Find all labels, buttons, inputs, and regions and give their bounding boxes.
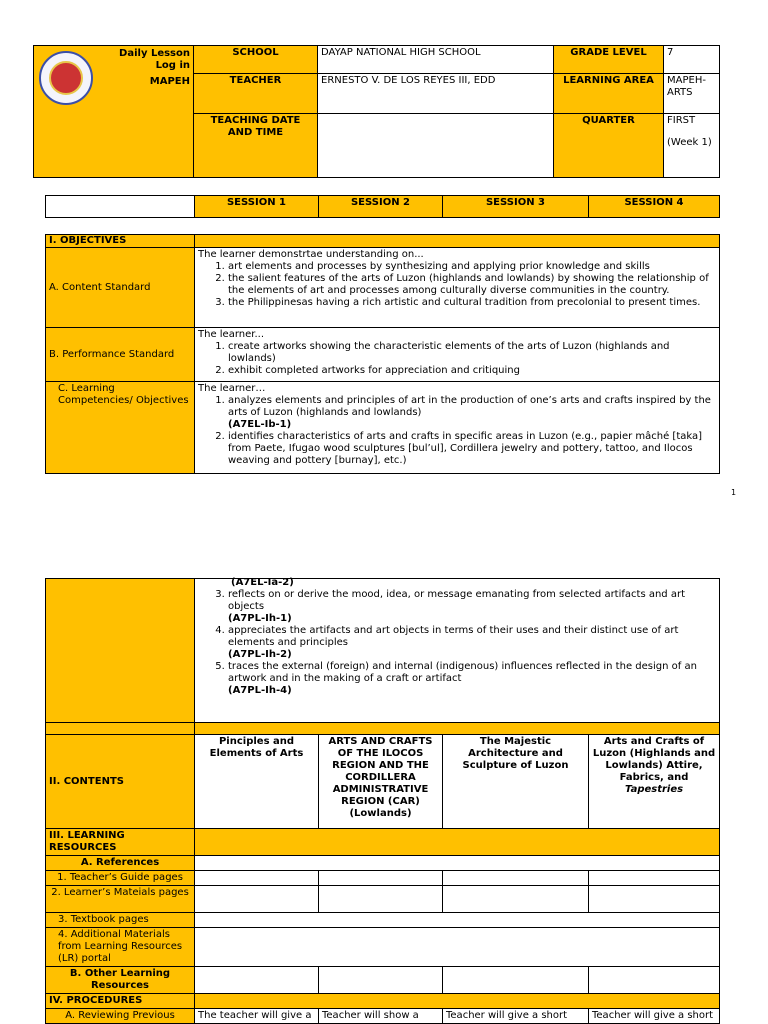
review-label: A. Reviewing Previous bbox=[46, 1009, 195, 1024]
area-value: MAPEH-ARTS bbox=[664, 74, 720, 114]
review-s2: Teacher will show a bbox=[319, 1009, 443, 1024]
competency-value bbox=[195, 382, 720, 474]
contents-strip-left bbox=[46, 723, 195, 735]
competency-cont-value bbox=[195, 579, 720, 723]
tg-s4 bbox=[589, 871, 720, 886]
content-item-1: 1. art elements and processes by synthesizing and applying prior knowledge and skills bbox=[228, 261, 716, 273]
deped-seal-icon bbox=[39, 51, 93, 105]
competency-item-5-text: traces the external (foreign) and internal (indigenous) influences reflected in the design of an artwork and in the making of a craft or artifact bbox=[228, 661, 697, 684]
school-value: DAYAP NATIONAL HIGH SCHOOL bbox=[318, 46, 554, 74]
review-s1: The teacher will give a bbox=[195, 1009, 319, 1024]
quarter-label: QUARTER bbox=[554, 114, 664, 178]
content-standard-value bbox=[195, 248, 720, 328]
content-standard-label: A. Content Standard bbox=[46, 248, 195, 328]
competency-code-3: (A7PL-Ih-1) bbox=[228, 613, 292, 624]
competency-item-1 bbox=[228, 395, 716, 431]
session-1-header: SESSION 1 bbox=[195, 196, 319, 218]
session-2-header: SESSION 2 bbox=[319, 196, 443, 218]
contents-session-4-main: Arts and Crafts of Luzon (Highlands and Lowlands) Attire, Fabrics, and bbox=[592, 736, 716, 783]
review-s3: Teacher will give a short bbox=[443, 1009, 589, 1024]
competency-item-4 bbox=[228, 625, 716, 661]
teacher-value: ERNESTO V. DE LOS REYES III, EDD bbox=[318, 74, 554, 114]
objectives-heading-fill bbox=[195, 235, 720, 248]
sessions-table bbox=[45, 195, 720, 218]
other-resources-label: B. Other Learning Resources bbox=[46, 967, 195, 994]
competency-item-5 bbox=[228, 661, 716, 697]
content-item-3: 3. the Philippinesas having a rich artistic and cultural tradition from precolonial to present times. bbox=[228, 297, 716, 309]
quarter-value-line1: FIRST bbox=[667, 115, 696, 126]
am-value bbox=[195, 928, 720, 967]
competency-code-1: (A7EL-Ib-1) bbox=[228, 419, 292, 430]
quarter-value bbox=[664, 114, 720, 178]
date-value bbox=[318, 114, 554, 178]
other-s2 bbox=[319, 967, 443, 994]
area-label: LEARNING AREA bbox=[554, 74, 664, 114]
lm-s1 bbox=[195, 886, 319, 913]
other-s1 bbox=[195, 967, 319, 994]
tg-s2 bbox=[319, 871, 443, 886]
competency-item-2: 2. identifies characteristics of arts and crafts in specific areas in Luzon (e.g., papier mâché [taka] from Paete, Ifugao wood sculptures [bul’ul], Cordillera jewelry and pottery, tattoo, and Ilocos weaving and pottery [burnay], etc.) bbox=[228, 431, 716, 467]
subject-title: MAPEH bbox=[149, 76, 190, 87]
teacher-label: TEACHER bbox=[194, 74, 318, 114]
competency-code-5: (A7PL-Ih-4) bbox=[228, 685, 292, 696]
competency-item-4-text: appreciates the artifacts and art objects in terms of their uses and their distinct use of art elements and principles bbox=[228, 625, 679, 648]
performance-standard-value bbox=[195, 328, 720, 382]
references-value bbox=[195, 856, 720, 871]
contents-heading: II. CONTENTS bbox=[46, 735, 195, 829]
session-3-header: SESSION 3 bbox=[443, 196, 589, 218]
competency-item-3 bbox=[228, 589, 716, 625]
contents-session-1: Pinciples and Elements of Arts bbox=[195, 735, 319, 829]
tg-s3 bbox=[443, 871, 589, 886]
am-label: 4. Additional Materials from Learning Resources (LR) portal bbox=[46, 928, 195, 967]
tg-s1 bbox=[195, 871, 319, 886]
objectives-heading: I. OBJECTIVES bbox=[46, 235, 195, 248]
title-line1: Daily Lesson bbox=[119, 48, 190, 59]
contents-session-4-italic: Tapestries bbox=[624, 784, 684, 795]
session-4-header: SESSION 4 bbox=[589, 196, 720, 218]
competency-code-2: (A7EL-Ia-2) bbox=[231, 577, 294, 588]
procedures-heading: IV. PROCEDURES bbox=[46, 994, 195, 1009]
quarter-value-line2: (Week 1) bbox=[667, 137, 712, 148]
competency-code-4: (A7PL-Ih-2) bbox=[228, 649, 292, 660]
tb-label: 3. Textbook pages bbox=[46, 913, 195, 928]
contents-session-4 bbox=[589, 735, 720, 829]
tg-label: 1. Teacher’s Guide pages bbox=[46, 871, 195, 886]
lm-s4 bbox=[589, 886, 720, 913]
other-s4 bbox=[589, 967, 720, 994]
contents-strip-right bbox=[195, 723, 720, 735]
references-label: A. References bbox=[46, 856, 195, 871]
logo-cell bbox=[34, 46, 194, 178]
competency-item-3-text: reflects on or derive the mood, idea, or message emanating from selected artifacts and art objects bbox=[228, 589, 685, 612]
competency-intro: The learner… bbox=[198, 383, 266, 394]
content-item-2: 2. the salient features of the arts of Luzon (highlands and lowlands) by showing the relationship of the elements of art and processes among culturally diverse communities in the country. bbox=[228, 273, 716, 297]
performance-standard-label: B. Performance Standard bbox=[46, 328, 195, 382]
lm-s3 bbox=[443, 886, 589, 913]
page2-table bbox=[45, 578, 720, 1024]
lm-label: 2. Learner’s Mateials pages bbox=[46, 886, 195, 913]
lm-s2 bbox=[319, 886, 443, 913]
resources-heading: III. LEARNING RESOURCES bbox=[46, 829, 195, 856]
review-s4: Teacher will give a short bbox=[589, 1009, 720, 1024]
school-label: SCHOOL bbox=[194, 46, 318, 74]
competency-label: C. Learning Competencies/ Objectives bbox=[46, 382, 195, 474]
title-line2: Log in bbox=[155, 60, 190, 71]
date-label: TEACHING DATE AND TIME bbox=[194, 114, 318, 178]
performance-intro: The learner... bbox=[198, 329, 264, 340]
contents-session-3: The Majestic Architecture and Sculpture of Luzon bbox=[443, 735, 589, 829]
grade-label: GRADE LEVEL bbox=[554, 46, 664, 74]
header-table bbox=[33, 45, 720, 178]
competency-item-1-text: analyzes elements and principles of art in the production of one’s arts and crafts inspired by the arts of Luzon (highlands and lowlands) bbox=[228, 395, 711, 418]
grade-value: 7 bbox=[664, 46, 720, 74]
objectives-table bbox=[45, 234, 720, 474]
tb-value bbox=[195, 913, 720, 928]
resources-heading-fill bbox=[195, 829, 720, 856]
performance-item-1: 1. create artworks showing the characteristic elements of the arts of Luzon (highlands and lowlands) bbox=[228, 341, 716, 365]
content-standard-intro: The learner demonstrtae understanding on... bbox=[198, 249, 424, 260]
performance-item-2: 2. exhibit completed artworks for appreciation and critiquing bbox=[228, 365, 716, 377]
competency-cont-label bbox=[46, 579, 195, 723]
page-number: 1 bbox=[731, 488, 737, 497]
contents-session-2: ARTS AND CRAFTS OF THE ILOCOS REGION AND THE CORDILLERA ADMINISTRATIVE REGION (CAR) (Lowlands) bbox=[319, 735, 443, 829]
procedures-heading-fill bbox=[195, 994, 720, 1009]
other-s3 bbox=[443, 967, 589, 994]
sessions-blank bbox=[46, 196, 195, 218]
